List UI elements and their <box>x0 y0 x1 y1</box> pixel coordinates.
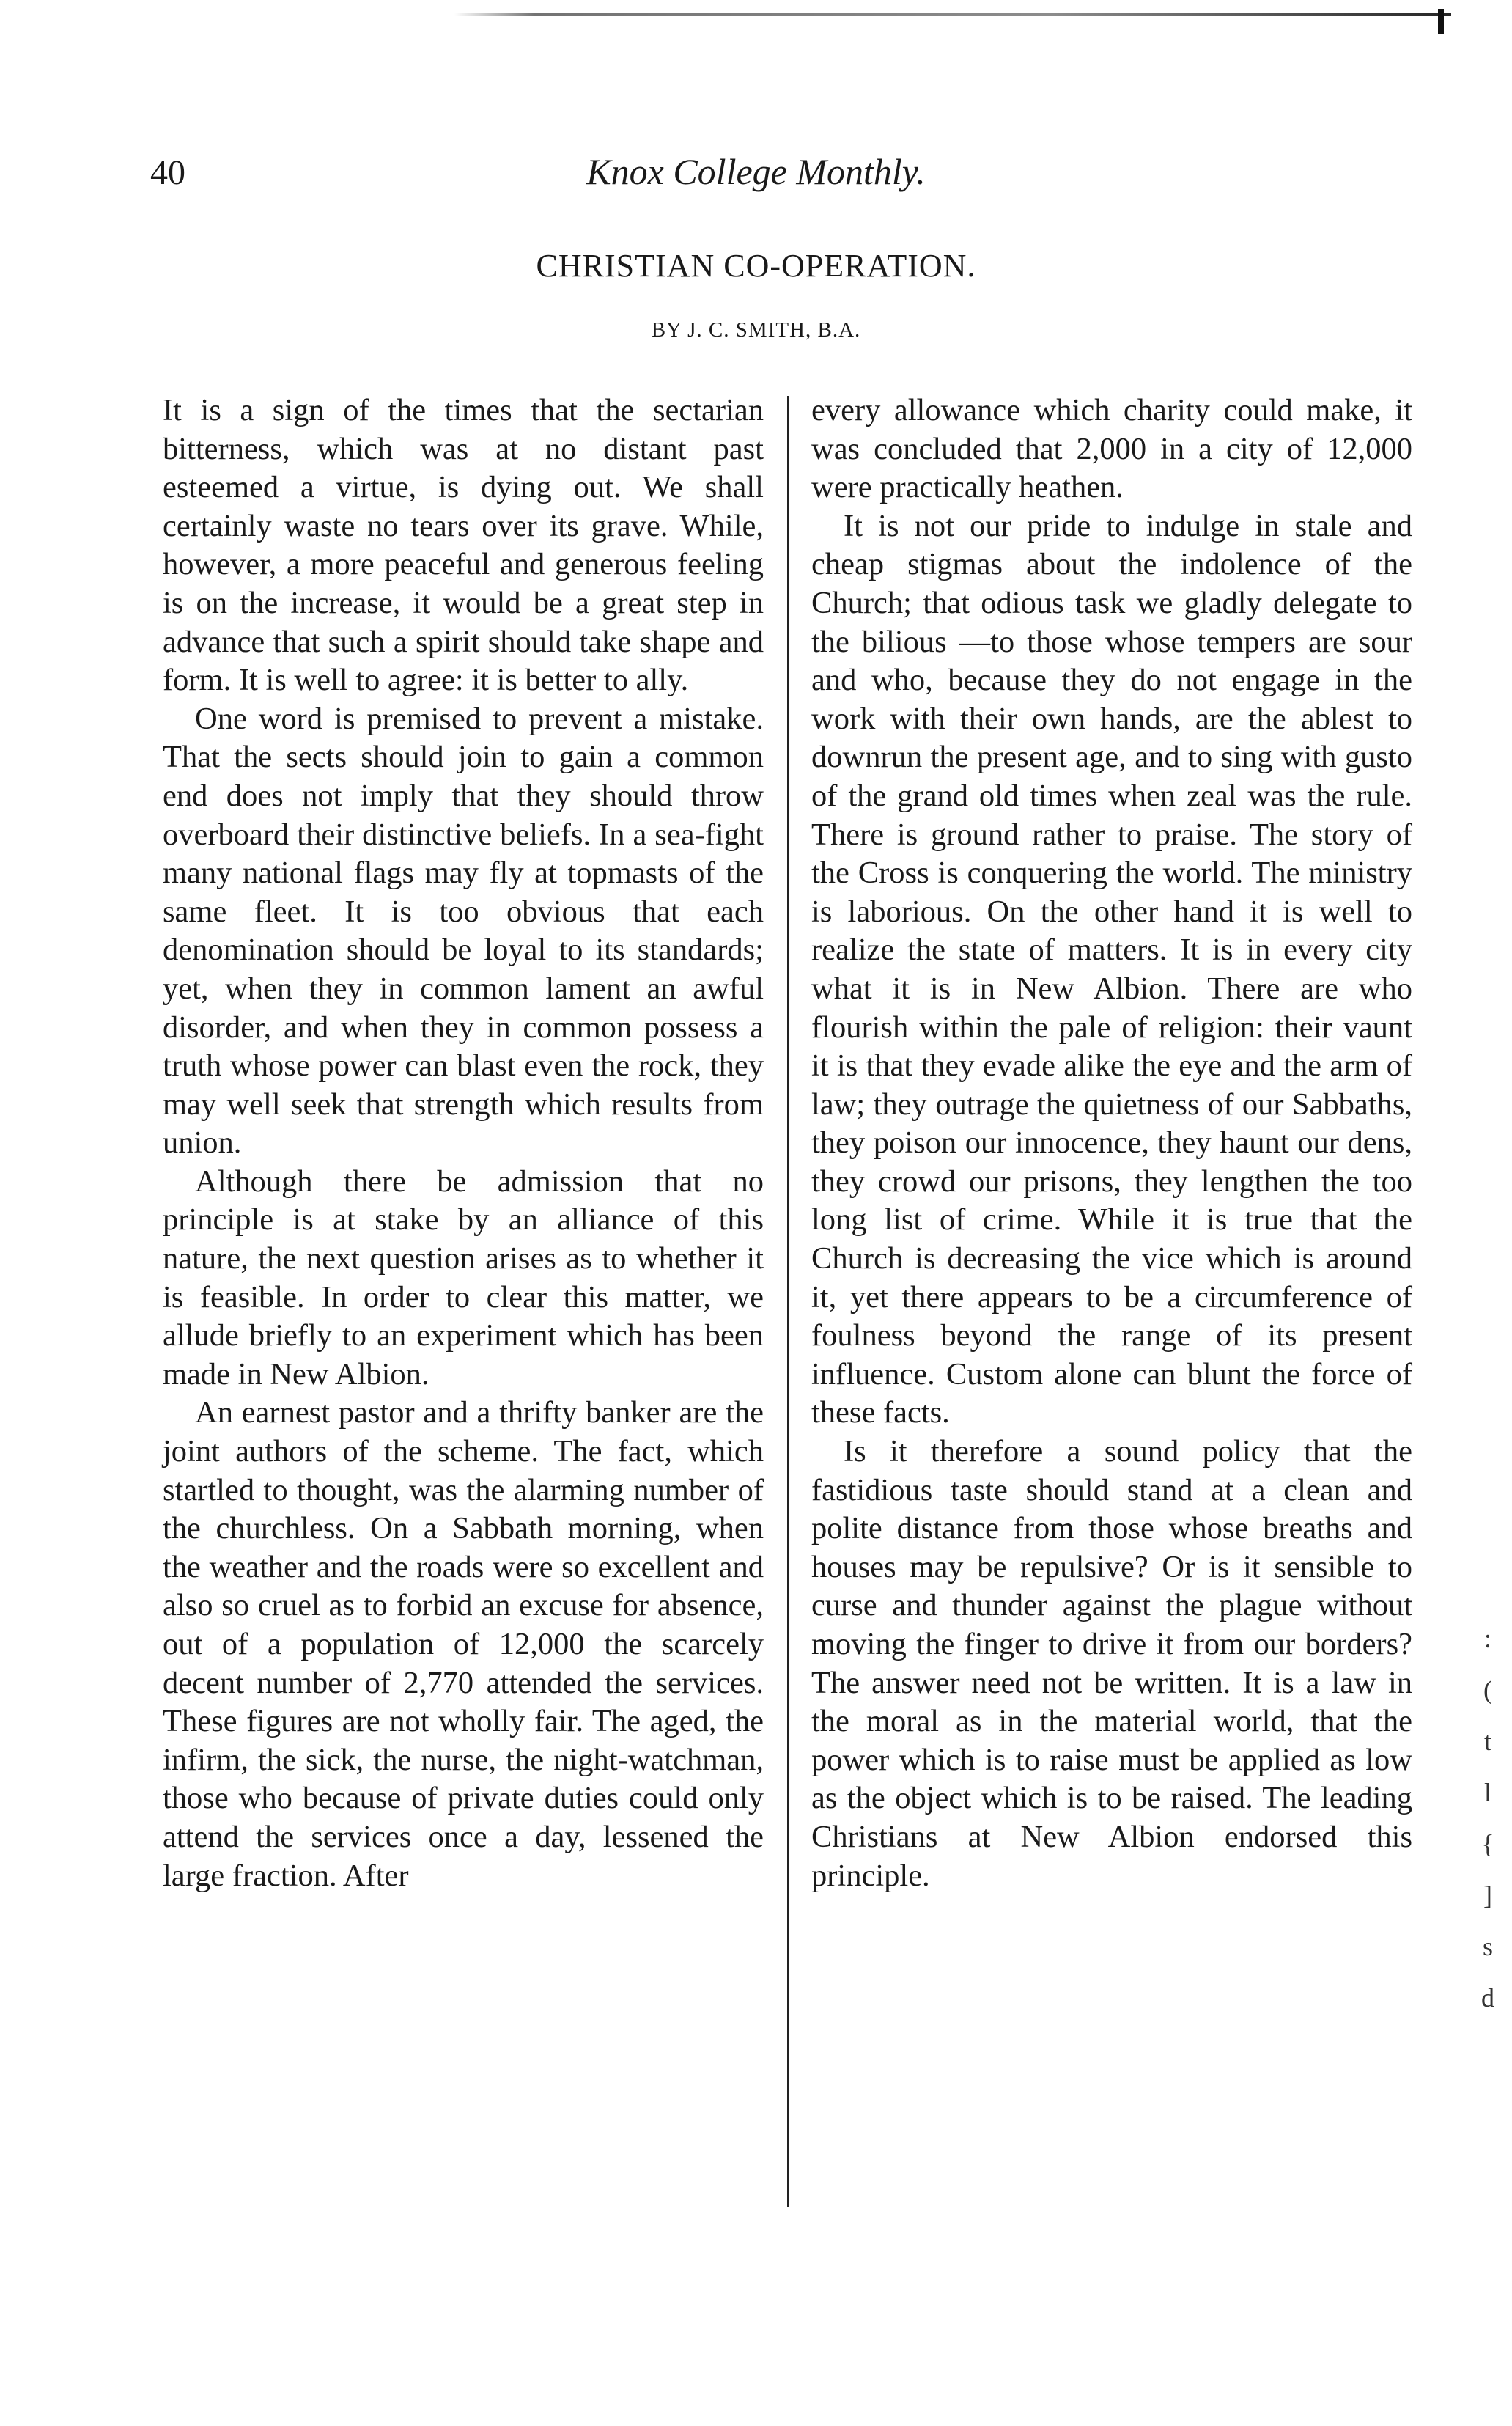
margin-mark: l <box>1483 1778 1491 1807</box>
page-number: 40 <box>150 153 185 192</box>
paragraph: One word is premised to prevent a mistake. That the sects should join to gain a common end does not imply that they should throw overboard their distinctive beliefs. In a sea-fight many national flags may fly at topmasts of the same fleet. It is too obvious that each denomination should be loyal to its standards; yet, when they in common lament an awful disorder, and when they in common possess a truth whose power can blast even the rock, they may well seek that strength which results from union. <box>163 701 764 1161</box>
paragraph: An earnest pastor and a thrifty banker are the joint authors of the scheme. The fact, which startled to thought, was the alarming number of the churchless. On a Sabbath morning, when the weather and the roads were so excellent and also so cruel as to forbid an excuse for absence, out of a population of 12,000 the scarcely decent number of 2,770 attended the services. These figures are not wholly fair. The aged, the infirm, the sick, the nurse, the night-watchman, those who because of private duties could only attend the services once a day, lessened the large fraction. After <box>163 1395 764 1893</box>
left-column <box>163 392 764 1895</box>
right-column <box>811 392 1412 1895</box>
margin-mark: t <box>1483 1727 1491 1756</box>
margin-marks <box>1473 1613 1502 2023</box>
running-head: Knox College Monthly. <box>586 151 926 192</box>
paragraph: It is not our pride to indulge in stale and cheap stigmas about the indolence of the Church; that odious task we gladly delegate to the bilious —to those whose tempers are sour and who, because they do not engage in the work with their own hands, are the ablest to downrun the present age, and to sing with gusto of the grand old times when zeal was the rule. There is ground rather to praise. The story of the Cross is conquering the world. The ministry is laborious. On the other hand it is well to realize the state of matters. It is in every city what it is in New Albion. There are who flourish within the pale of religion: their vaunt it is that they evade alike the eye and the arm of law; they outrage the quietness of our Sabbaths, they poison our innocence, they haunt our dens, they crowd our prisons, they lengthen the too long list of crime. While it is true that the Church is decreasing the vice which is around it, yet there appears to be a circumference of foulness beyond the range of its present influence. Custom alone can blunt the force of these facts. <box>811 508 1412 1430</box>
top-rule-tick <box>1438 9 1444 34</box>
paragraph: every allowance which charity could make, it was concluded that 2,000 in a city of 12,000 were practically heathen. <box>811 393 1412 505</box>
paragraph: It is a sign of the times that the sectarian bitterness, which was at no distant past esteemed a virtue, is dying out. We shall certainly waste no tears over its grave. While, however, a more peaceful and generous feeling is on the increase, it would be a great step in advance that such a spirit should take shape and form. It is well to agree: it is better to ally. <box>163 393 764 698</box>
margin-mark: d <box>1481 1983 1494 2013</box>
article-title: CHRISTIAN CO-OPERATION. <box>536 248 976 284</box>
paragraph: Although there be admission that no principle is at stake by an alliance of this nature, the next question arises as to whether it is feasible. In order to clear this matter, we allude briefly to an experiment which has been made in New Albion. <box>163 1164 764 1392</box>
paragraph: Is it therefore a sound policy that the fastidious taste should stand at a clean and polite distance from those whose breaths and houses may be repulsive? Or is it sensible to curse and thunder against the plague without moving the finger to drive it from our borders? The answer need not be written. It is a law in the moral as in the material world, that the power which is to raise must be applied as low as the object which is to be raised. The leading Christians at New Albion endorsed this principle. <box>811 1434 1412 1893</box>
top-rule <box>454 13 1451 16</box>
margin-mark: { <box>1481 1829 1494 1859</box>
column-divider <box>787 396 789 2207</box>
margin-mark: ( <box>1483 1675 1492 1705</box>
margin-mark: : <box>1483 1624 1491 1653</box>
article-byline: BY J. C. SMITH, B.A. <box>651 318 861 342</box>
margin-mark: s <box>1482 1932 1493 1961</box>
margin-mark: ] <box>1483 1881 1492 1910</box>
